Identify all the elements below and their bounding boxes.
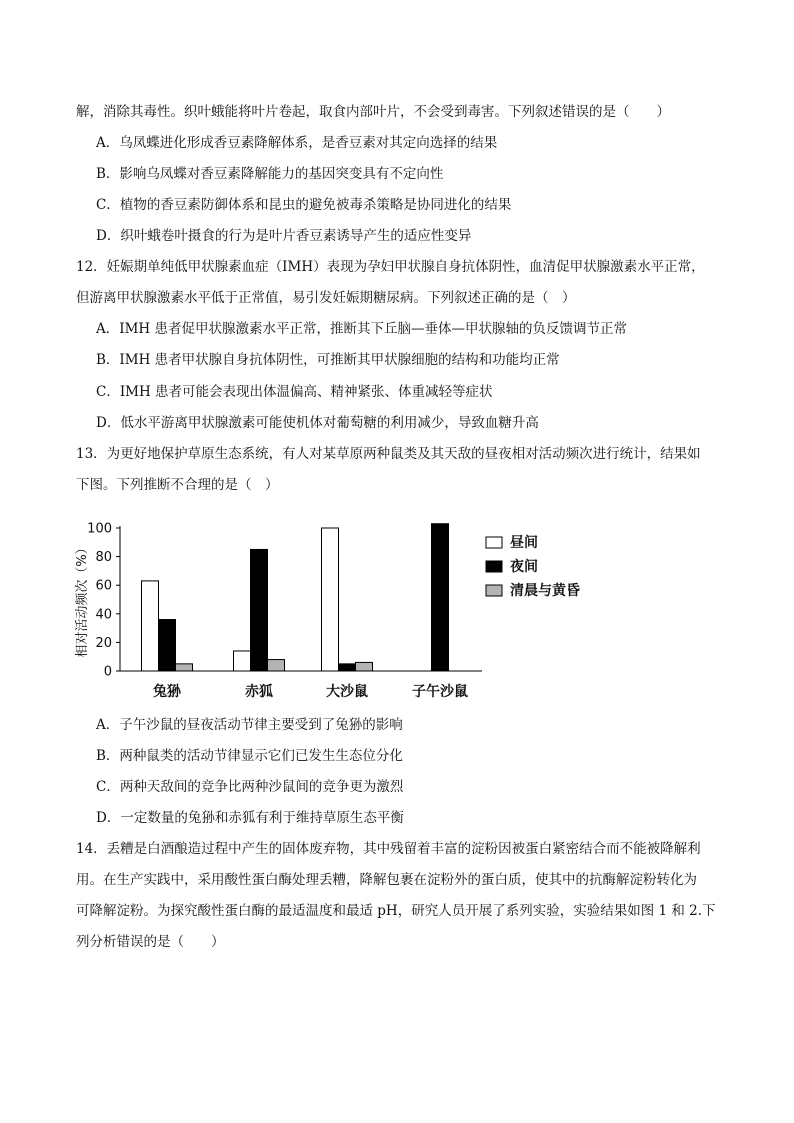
q12-option-d: D．低水平游离甲状腺激素可能使机体对葡萄糖的利用减少，导致血糖升高 (96, 415, 539, 431)
q14-stem-line1: 14．丢糟是白酒酿造过程中产生的固体废弃物，其中残留着丰富的淀粉因被蛋白紧密结合而不能被降解利 (76, 841, 701, 857)
legend-label: 清晨与黄昏 (510, 583, 580, 599)
q12-option-a: A．IMH 患者促甲状腺激素水平正常，推断其下丘脑—垂体—甲状腺轴的负反馈调节正常 (96, 321, 627, 337)
y-tick-label: 20 (95, 635, 112, 651)
legend-swatch (486, 585, 502, 596)
q14-stem-line2: 用。在生产实践中，采用酸性蛋白酶处理丢糟，降解包裹在淀粉外的蛋白质，使其中的抗酶解淀粉转化为 (76, 872, 697, 888)
q11-option-b: B．影响乌凤蝶对香豆素降解能力的基因突变具有不定向性 (96, 166, 444, 182)
category-label: 子午沙鼠 (412, 684, 468, 700)
legend-swatch (486, 561, 502, 572)
q14-stem-line4: 列分析错误的是（ ） (76, 934, 225, 950)
bar-夜间 (251, 549, 268, 671)
q11-option-d: D．织叶蛾卷叶摄食的行为是叶片香豆素诱导产生的适应性变异 (96, 228, 472, 244)
bar-昼间 (142, 581, 159, 671)
category-label: 赤狐 (245, 684, 273, 700)
q11-stem-tail: 解，消除其毒性。织叶蛾能将叶片卷起，取食内部叶片，不会受到毒害。下列叙述错误的是（ ） (76, 104, 670, 120)
q13-option-a: A．子午沙鼠的昼夜活动节律主要受到了兔狲的影响 (96, 717, 403, 733)
q13-option-c: C．两种天敌间的竞争比两种沙鼠间的竞争更为激烈 (96, 779, 404, 795)
q12-option-b: B．IMH 患者甲状腺自身抗体阴性，可推断其甲状腺细胞的结构和功能均正常 (96, 352, 560, 368)
bar-夜间 (159, 620, 176, 671)
chart-svg (70, 512, 610, 708)
q11-option-a: A．乌凤蝶进化形成香豆素降解体系，是香豆素对其定向选择的结果 (96, 135, 498, 151)
y-tick-label: 40 (95, 607, 112, 623)
y-tick-label: 100 (87, 521, 112, 537)
q13-option-d: D．一定数量的兔狲和赤狐有利于维持草原生态平衡 (96, 810, 404, 826)
q12-option-c: C．IMH 患者可能会表现出体温偏高、精神紧张、体重减轻等症状 (96, 384, 493, 400)
legend-label: 昼间 (510, 535, 538, 551)
bar-清晨与黄昏 (268, 660, 285, 671)
q13-stem-line2: 下图。下列推断不合理的是（ ） (76, 477, 279, 493)
bar-清晨与黄昏 (356, 662, 373, 671)
y-tick-label: 80 (95, 550, 112, 566)
q12-stem-line1: 12．妊娠期单纯低甲状腺素血症（IMH）表现为孕妇甲状腺自身抗体阴性，血清促甲状腺激素水平正常， (76, 259, 705, 275)
bar-夜间 (339, 664, 356, 671)
bar-昼间 (234, 651, 251, 671)
legend-label: 夜间 (510, 559, 538, 575)
y-tick-label: 60 (95, 578, 112, 594)
q11-option-c: C．植物的香豆素防御体系和昆虫的避免被毒杀策略是协同进化的结果 (96, 197, 512, 213)
activity-bar-chart (70, 512, 610, 708)
legend-swatch (486, 537, 502, 548)
bar-昼间 (322, 528, 339, 671)
category-label: 大沙鼠 (326, 684, 368, 700)
y-axis-title: 相对活动频次（%） (75, 541, 90, 658)
q13-stem-line1: 13．为更好地保护草原生态系统，有人对某草原两种鼠类及其天敌的昼夜相对活动频次进行统计，结果如 (76, 446, 701, 462)
q14-stem-line3: 可降解淀粉。为探究酸性蛋白酶的最适温度和最适 pH，研究人员开展了系列实验，实验结果如图 1 和 2.下 (76, 903, 716, 919)
y-tick-label: 0 (103, 664, 112, 680)
bar-夜间 (432, 524, 449, 671)
q13-option-b: B．两种鼠类的活动节律显示它们已发生生态位分化 (96, 748, 403, 764)
category-label: 兔狲 (153, 684, 181, 700)
bar-清晨与黄昏 (176, 664, 193, 671)
q12-stem-line2: 但游离甲状腺激素水平低于正常值，易引发妊娠期糖尿病。下列叙述正确的是（ ） (76, 290, 576, 306)
